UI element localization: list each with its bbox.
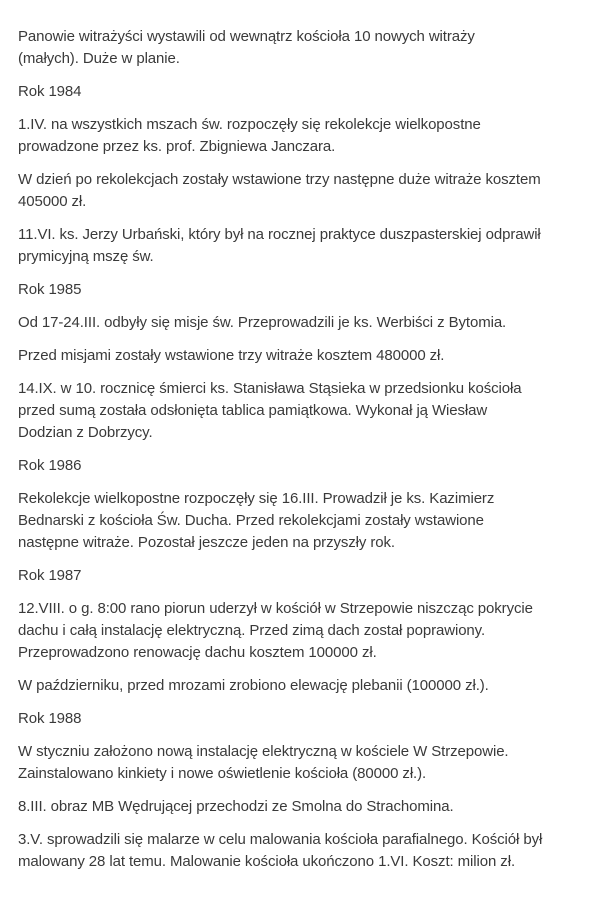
- paragraph: [18, 741, 603, 785]
- paragraph: [18, 796, 603, 818]
- paragraph: [18, 26, 603, 70]
- text-line: 405000 zł.: [18, 193, 87, 210]
- text-line: 11.VI. ks. Jerzy Urbański, który był na rocznej praktyce duszpasterskiej odprawił: [18, 226, 541, 243]
- text-line: Rekolekcje wielkopostne rozpoczęły się 16.III. Prowadził je ks. Kazimierz: [18, 490, 495, 507]
- text-line: (małych). Duże w planie.: [18, 50, 180, 67]
- paragraph: [18, 829, 603, 873]
- text-line: Od 17-24.III. odbyły się misje św. Przeprowadzili je ks. Werbiści z Bytomia.: [18, 314, 507, 331]
- paragraph: [18, 488, 603, 554]
- text-line: następne witraże. Pozostał jeszcze jeden na przyszły rok.: [18, 534, 395, 551]
- text-line: Przeprowadzono renowację dachu kosztem 100000 zł.: [18, 644, 377, 661]
- text-line: prowadzone przez ks. prof. Zbigniewa Janczara.: [18, 138, 336, 155]
- text-line: przed sumą została odsłonięta tablica pamiątkowa. Wykonał ją Wiesław: [18, 402, 488, 419]
- text-line: Panowie witrażyści wystawili od wewnątrz kościoła 10 nowych witraży: [18, 28, 475, 45]
- paragraph: [18, 675, 603, 697]
- paragraph: [18, 114, 603, 158]
- year-heading: [18, 81, 603, 103]
- text-line: 12.VIII. o g. 8:00 rano piorun uderzył w kościół w Strzepowie niszcząc pokrycie: [18, 600, 533, 617]
- year-label: Rok 1987: [18, 567, 82, 584]
- paragraph: [18, 598, 603, 664]
- year-label: Rok 1984: [18, 83, 82, 100]
- text-line: W styczniu założono nową instalację elektryczną w kościele W Strzepowie.: [18, 743, 509, 760]
- year-heading: [18, 279, 603, 301]
- year-heading: [18, 565, 603, 587]
- year-heading: [18, 455, 603, 477]
- paragraph: [18, 312, 603, 334]
- text-line: 8.III. obraz MB Wędrującej przechodzi ze Smolna do Strachomina.: [18, 798, 454, 815]
- text-line: 1.IV. na wszystkich mszach św. rozpoczęły się rekolekcje wielkopostne: [18, 116, 481, 133]
- paragraph: [18, 169, 603, 213]
- year-label: Rok 1986: [18, 457, 82, 474]
- paragraph: [18, 378, 603, 444]
- text-line: Dodzian z Dobrzycy.: [18, 424, 153, 441]
- text-line: Bednarski z kościoła Św. Ducha. Przed rekolekcjami zostały wstawione: [18, 512, 484, 529]
- text-line: 3.V. sprowadzili się malarze w celu malowania kościoła parafialnego. Kościół był: [18, 831, 543, 848]
- paragraph: [18, 345, 603, 367]
- text-line: dachu i całą instalację elektryczną. Przed zimą dach został poprawiony.: [18, 622, 486, 639]
- text-line: Przed misjami zostały wstawione trzy witraże kosztem 480000 zł.: [18, 347, 445, 364]
- text-line: W dzień po rekolekcjach zostały wstawione trzy następne duże witraże kosztem: [18, 171, 541, 188]
- text-line: 14.IX. w 10. rocznicę śmierci ks. Stanisława Stąsieka w przedsionku kościoła: [18, 380, 522, 397]
- text-line: W październiku, przed mrozami zrobiono elewację plebanii (100000 zł.).: [18, 677, 489, 694]
- year-heading: [18, 708, 603, 730]
- paragraph: [18, 224, 603, 268]
- text-line: Zainstalowano kinkiety i nowe oświetlenie kościoła (80000 zł.).: [18, 765, 427, 782]
- text-line: prymicyjną mszę św.: [18, 248, 154, 265]
- year-label: Rok 1988: [18, 710, 82, 727]
- text-line: malowany 28 lat temu. Malowanie kościoła ukończono 1.VI. Koszt: milion zł.: [18, 853, 516, 870]
- document-body: [18, 26, 603, 884]
- year-label: Rok 1985: [18, 281, 82, 298]
